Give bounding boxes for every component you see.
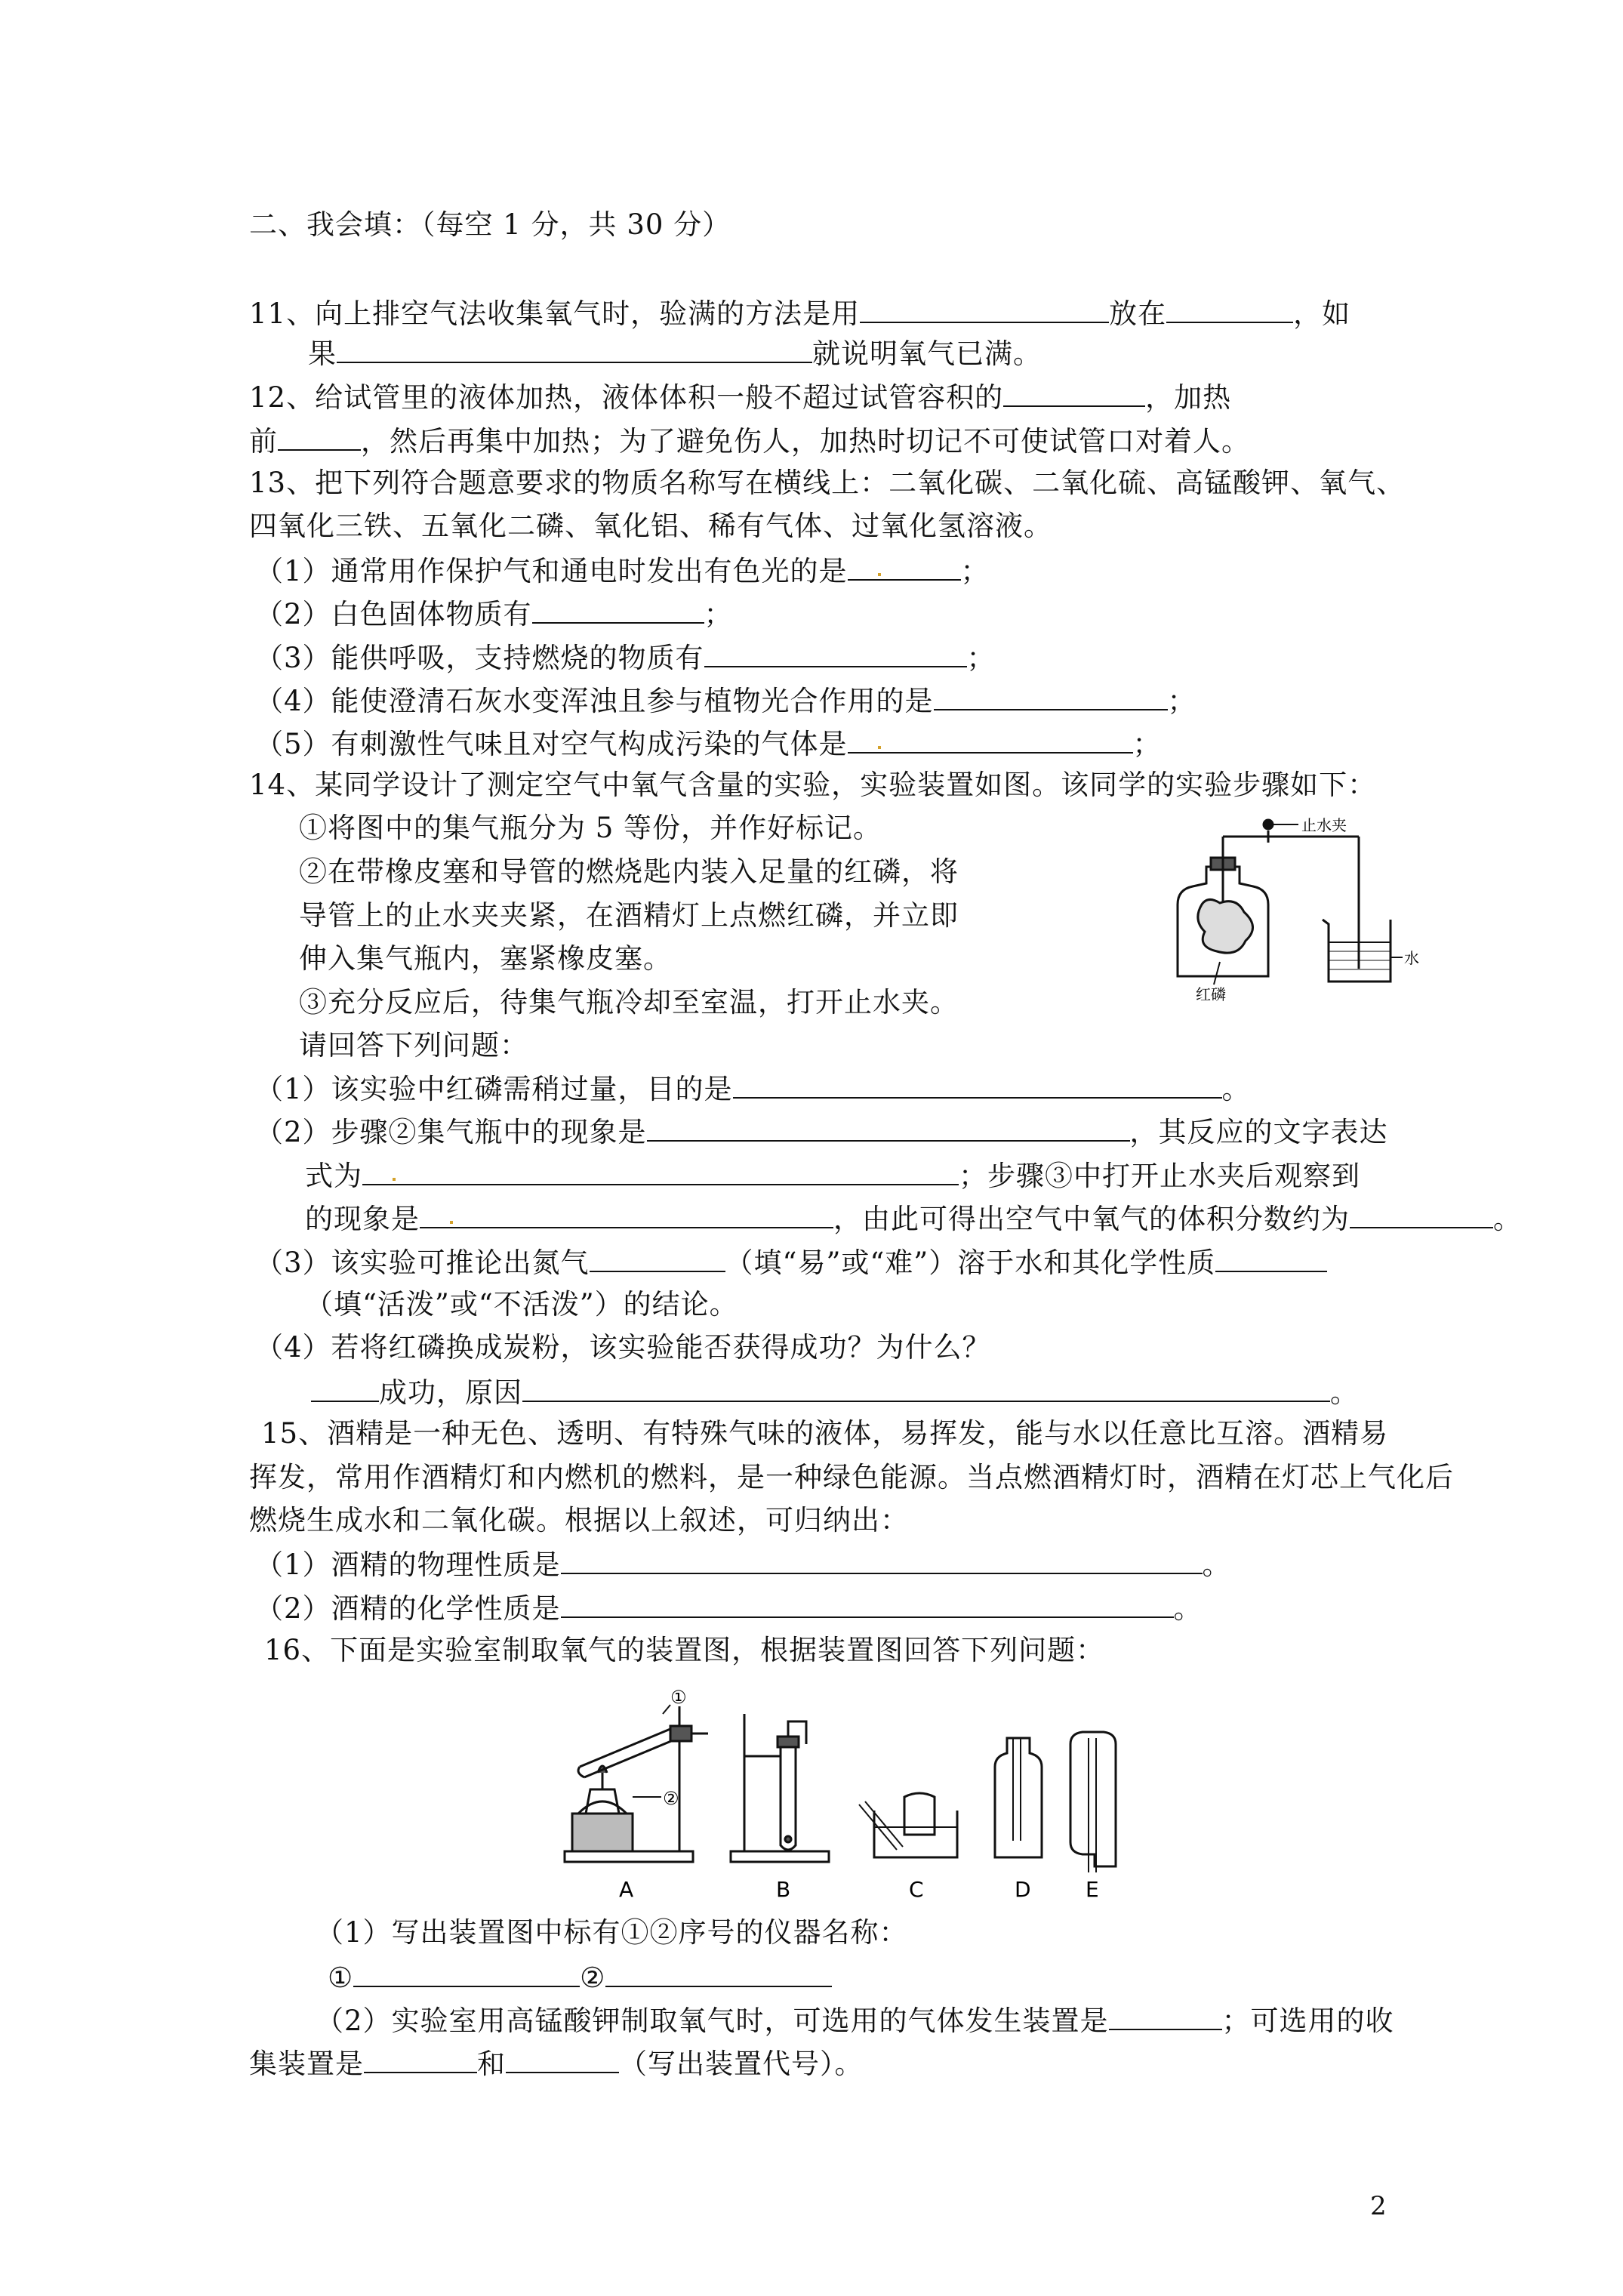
q12-line1: 12、给试管里的液体加热，液体体积一般不超过试管容积的 ，加热 — [249, 381, 1232, 414]
answer-blank[interactable] — [860, 296, 1109, 323]
answer-blank[interactable] — [506, 2046, 619, 2073]
q16-intro: 16、下面是实验室制取氧气的装置图，根据装置图回答下列问题： — [264, 1634, 1105, 1666]
q13-item-2: （2）白色固体物质有 ； — [255, 598, 733, 630]
mark-1: ① — [670, 1687, 687, 1708]
q16-answer-1-blanks: ① ② — [328, 1960, 832, 1995]
q14-answer-4a: （4）若将红磷换成炭粉，该实验能否获得成功？为什么？ — [255, 1331, 991, 1364]
q15-answer-2: （2）酒精的化学性质是 。 — [255, 1592, 1203, 1625]
answer-blank[interactable] — [561, 1547, 1203, 1574]
label-c: C — [909, 1877, 924, 1902]
oxygen-content-apparatus-figure — [1147, 814, 1419, 1010]
answer-blank[interactable] — [848, 553, 961, 581]
q14-step1: ①将图中的集气瓶分为 5 等份，并作好标记。 — [299, 812, 882, 844]
phosphorus-label: 红磷 — [1196, 985, 1226, 1003]
q13-line2: 四氧化三铁、五氧化二磷、氧化铝、稀有气体、过氧化氢溶液。 — [249, 510, 1052, 542]
q14-answer-3a: （3）该实验可推论出氮气 （填“易”或“难”）溶于水和其化学性质 — [255, 1245, 1327, 1280]
answer-blank[interactable] — [1215, 1245, 1327, 1272]
answer-blank[interactable] — [1109, 2003, 1222, 2030]
answer-blank[interactable] — [1003, 380, 1145, 407]
answer-blank[interactable] — [848, 726, 1133, 754]
label-e: E — [1086, 1877, 1099, 1902]
label-a: A — [619, 1877, 634, 1902]
q11-line2: 果 就说明氧气已满。 — [308, 337, 1042, 370]
q13-item-5: （5）有刺激性气味且对空气构成污染的气体是 ； — [255, 728, 1162, 760]
q14-step3: ③充分反应后，待集气瓶冷却至室温，打开止水夹。 — [299, 986, 959, 1019]
q14-ask: 请回答下列问题： — [299, 1029, 528, 1062]
answer-blank[interactable] — [337, 336, 812, 363]
q15-answer-1: （1）酒精的物理性质是 。 — [255, 1549, 1231, 1581]
q16-answer-1: （1）写出装置图中标有①②序号的仪器名称： — [316, 1916, 908, 1949]
q14-answer-2a: （2）步骤②集气瓶中的现象是 ，其反应的文字表达 — [255, 1116, 1388, 1148]
answer-blank[interactable] — [561, 1591, 1174, 1618]
q13-item-3: （3）能供呼吸，支持燃烧的物质有 ； — [255, 642, 996, 674]
q14-answer-4b: 成功，原因 。 — [311, 1375, 1359, 1410]
q13-item-1: （1）通常用作保护气和通电时发出有色光的是 ； — [255, 555, 990, 587]
q14-answer-3b: （填“活泼”或“不活泼”）的结论。 — [305, 1288, 738, 1321]
q15-line3: 燃烧生成水和二氧化碳。根据以上叙述，可归纳出： — [249, 1504, 909, 1536]
q14-answer-2b: 式为 ；步骤③中打开止水夹后观察到 — [305, 1160, 1360, 1192]
answer-blank[interactable] — [704, 640, 967, 667]
answer-blank[interactable] — [532, 596, 704, 624]
q16-answer-2a: （2）实验室用高锰酸钾制取氧气时，可选用的气体发生装置是 ；可选用的收 — [316, 2005, 1394, 2037]
q14-answer-2c: 的现象是 ，由此可得出空气中氧气的体积分数约为 。 — [305, 1203, 1522, 1235]
answer-blank[interactable] — [605, 1960, 832, 1987]
water-label: 水 — [1404, 949, 1419, 967]
label-b: B — [776, 1877, 791, 1902]
answer-blank[interactable] — [647, 1114, 1130, 1142]
q16-answer-2b: 集装置是 和 （写出装置代号）。 — [249, 2048, 864, 2080]
answer-blank[interactable] — [590, 1245, 725, 1272]
clamp-label: 止水夹 — [1301, 816, 1347, 834]
answer-blank[interactable] — [362, 1158, 959, 1185]
answer-blank[interactable] — [420, 1201, 833, 1228]
answer-blank[interactable] — [311, 1375, 379, 1402]
answer-blank[interactable] — [1166, 296, 1293, 323]
q13-item-4: （4）能使澄清石灰水变浑浊且参与植物光合作用的是 ； — [255, 685, 1196, 717]
answer-blank[interactable] — [353, 1960, 580, 1987]
answer-blank[interactable] — [522, 1375, 1330, 1402]
q12-line2: 前 ，然后再集中加热；为了避免伤人，加热时切记不可使试管口对着人。 — [249, 425, 1250, 458]
q11-line1: 11、向上排空气法收集氧气时，验满的方法是用 放在 ，如 — [249, 297, 1351, 330]
mark-2: ② — [663, 1788, 679, 1809]
q14-answer-1: （1）该实验中红磷需稍过量，目的是 。 — [255, 1073, 1251, 1105]
q13-line1: 13、把下列符合题意要求的物质名称写在横线上：二氧化碳、二氧化硫、高锰酸钾、氧气、 — [249, 467, 1406, 499]
answer-blank[interactable] — [1350, 1201, 1493, 1228]
answer-blank[interactable] — [278, 424, 361, 451]
page-number: 2 — [1370, 2191, 1387, 2221]
label-d: D — [1015, 1877, 1031, 1902]
answer-blank[interactable] — [934, 683, 1168, 710]
q14-step2a: ②在带橡皮塞和导管的燃烧匙内装入足量的红磷，将 — [299, 855, 959, 888]
q15-line2: 挥发，常用作酒精灯和内燃机的燃料，是一种绿色能源。当点燃酒精灯时，酒精在灯芯上气化后 — [249, 1461, 1454, 1493]
q14-step2c: 伸入集气瓶内，塞紧橡皮塞。 — [299, 942, 672, 975]
answer-blank[interactable] — [733, 1071, 1222, 1099]
oxygen-preparation-apparatus-figure — [557, 1684, 1131, 1903]
answer-blank[interactable] — [364, 2046, 477, 2073]
section-title: 二、我会填：（每空 1 分，共 30 分） — [249, 208, 731, 241]
q14-step2b: 导管上的止水夹夹紧，在酒精灯上点燃红磷，并立即 — [299, 899, 959, 932]
q14-intro: 14、某同学设计了测定空气中氧气含量的实验，实验装置如图。该同学的实验步骤如下： — [249, 769, 1377, 801]
q15-line1: 15、酒精是一种无色、透明、有特殊气味的液体，易挥发，能与水以任意比互溶。酒精易 — [261, 1417, 1389, 1450]
